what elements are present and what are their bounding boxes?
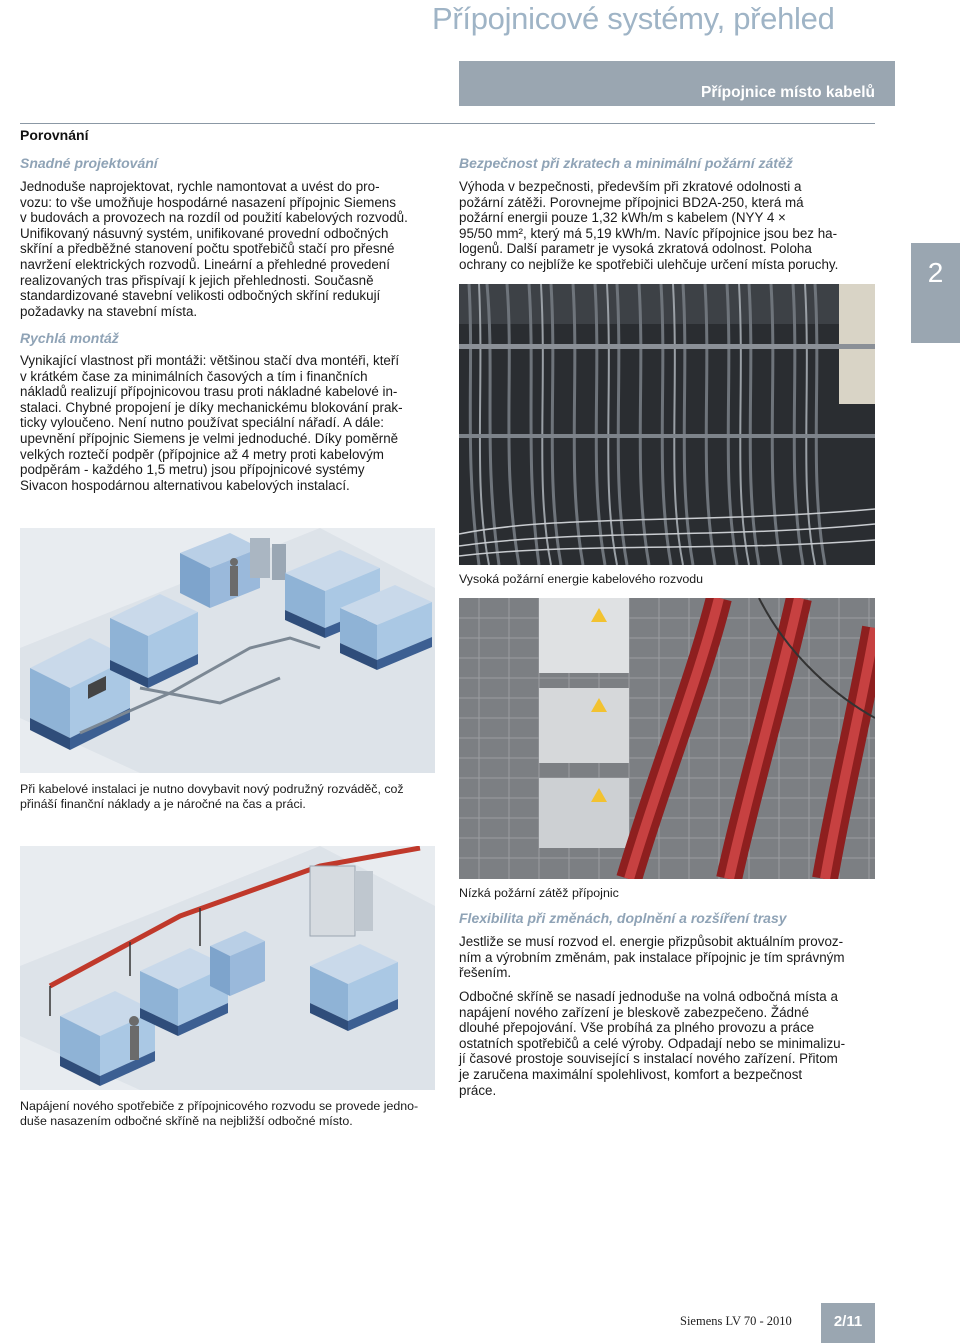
flexibility-heading: Flexibilita při změnách, doplnění a rozšíření trasy bbox=[459, 910, 787, 926]
cable-installation-caption: Při kabelové instalaci je nutno dovybavit nový podružný rozváděč, což přináší finanční náklady a je náročné na čas a práci. bbox=[20, 782, 404, 811]
fast-mounting-heading: Rychlá montáž bbox=[20, 330, 119, 346]
chapter-tab bbox=[911, 243, 960, 343]
busbar-photo-caption: Nízká požární zátěž přípojnic bbox=[459, 886, 619, 900]
busbar-installation-caption: Napájení nového spotřebiče z přípojnicového rozvodu se provede jedno- duše nasazením odbočné skříně na nejbližší odbočné místo. bbox=[20, 1099, 419, 1128]
publication-label: Siemens LV 70 - 2010 bbox=[680, 1314, 792, 1328]
easy-planning-paragraph: Jednoduše naprojektovat, rychle namontovat a uvést do pro- vozu: to vše umožňuje hospodárné nasazení přípojnic Siemens v budovách a provozech na rozdíl od použití kabelových rozvodů. Unifikovaný násuvný systém, unifikované provední odbočných skříní a předběžné stanovení počtu spotřebičů stačí pro přesné navržení elektrických rozvodů. Lineární a přehledné provedení realizovaných tras přispívají k jejich přehlednosti. Současně standardizované stavební velikosti odbočných skříní redukují požadavky na stavební místa. bbox=[20, 179, 408, 319]
safety-heading: Bezpečnost při zkratech a minimální požární zátěž bbox=[459, 155, 793, 171]
cable-installation-illustration bbox=[20, 528, 435, 773]
easy-planning-heading: Snadné projektování bbox=[20, 155, 158, 171]
busbar-installation-illustration bbox=[20, 846, 435, 1090]
section-header-bar bbox=[459, 61, 895, 106]
comparison-heading: Porovnání bbox=[20, 127, 89, 143]
tap-off-paragraph: Odbočné skříně se nasadí jednoduše na volná odbočná místa a napájení nového zařízení je bleskově zabezpečeno. Žádné dlouhé přepojování. Vše probíhá za plného provozu a práce ostatních spotřebičů a celé výroby. Odpadají nebo se minimalizu- jí časové prostoje související s instalací nového zařízení. Přitom je zaručena maximální spolehlivost, komfort a bezpečnost práce. bbox=[459, 989, 846, 1098]
flexibility-paragraph: Jestliže se musí rozvod el. energie přizpůsobit aktuálním provoz- ním a výrobním změnám, pak instalace přípojnic je tím správným řešením. bbox=[459, 934, 845, 981]
cable-distribution-photo bbox=[459, 284, 875, 565]
page-number: 2/11 bbox=[833, 1313, 863, 1330]
fast-mounting-paragraph: Vynikající vlastnost při montáži: většinou stačí dva montéři, kteří v krátkém čase za minimálních časových a tím i finančních nákladů realizují přípojnicovou trasu proti nákladné kabelové in- stalaci. Chybné propojení je díky mechanickému blokování prak- ticky vyloučeno. Není nutno používat speciální nářadí. A dále: upevnění přípojnic Siemens je velmi jednoduché. Díky poměrně velkých roztečí podpěr (přípojnice až 4 metry proti kabelovým podpěrám - každého 1,5 metru) jsou přípojnicové systémy Sivacon hospodárnou alternativou kabelových instalací. bbox=[20, 353, 403, 493]
header-rule bbox=[20, 123, 875, 124]
busbar-photo bbox=[459, 598, 875, 879]
cable-distribution-caption: Vysoká požární energie kabelového rozvodu bbox=[459, 572, 704, 586]
section-title: Přípojnice místo kabelů bbox=[701, 84, 875, 101]
safety-paragraph: Výhoda v bezpečnosti, především při zkratové odolnosti a požární zátěži. Porovnejme přípojnici BD2A-250, která má požární energii pouze 1,32 kWh/m s kabelem (NYY 4 × 95/50 mm², který má 5,19 kWh/m. Navíc přípojnice jsou bez ha- logenů. Další parametr je vysoká zkratová odolnost. Poloha ochrany co nejblíže ke spotřebiči ulehčuje určení místa poruchy. bbox=[459, 179, 839, 272]
chapter-number: 2 bbox=[927, 257, 944, 288]
page-number-box bbox=[821, 1303, 875, 1343]
page-title: Přípojnicové systémy, přehled bbox=[432, 1, 835, 36]
